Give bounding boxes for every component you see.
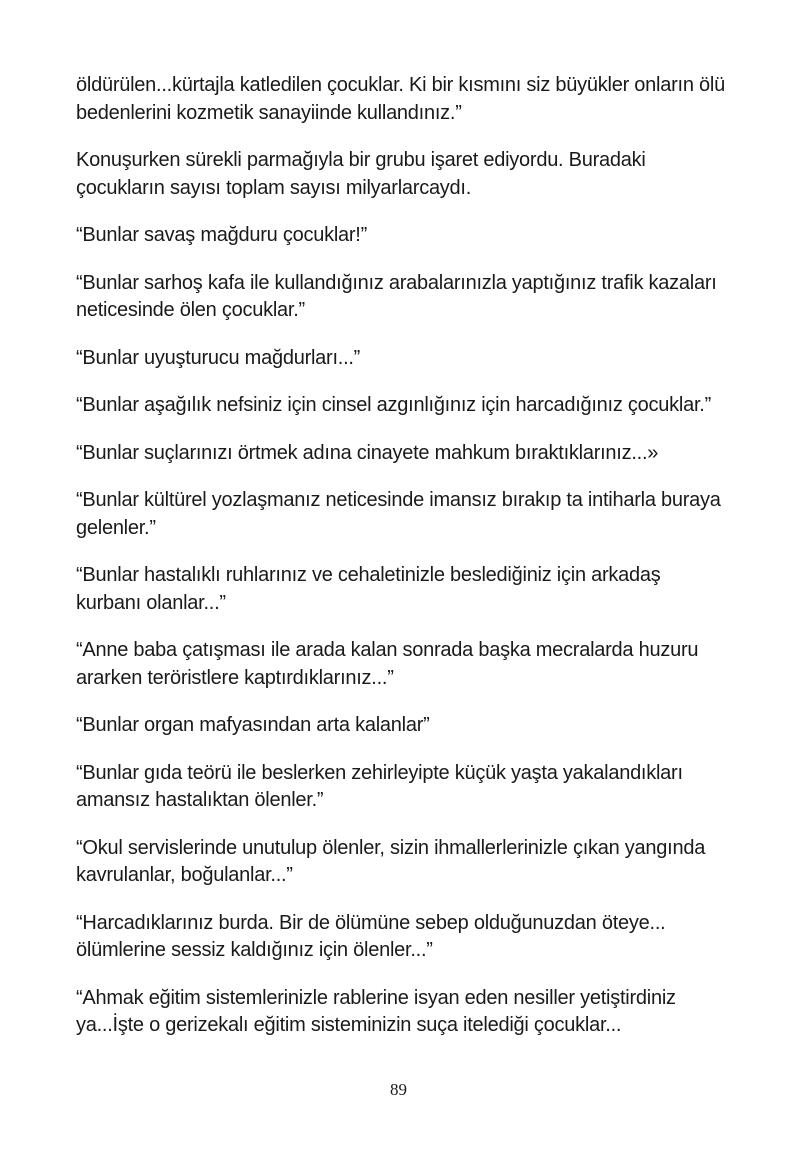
paragraph: “Bunlar uyuşturucu mağdurları...” — [76, 346, 361, 369]
paragraph: “Bunlar sarhoş kafa ile kullandığınız arabalarınızla yaptığınız trafik kazaları neticesinde ölen çocuklar.” — [76, 271, 717, 321]
page-body — [76, 72, 726, 1060]
paragraph: “Anne baba çatışması ile arada kalan sonrada başka mecralarda huzuru ararken teröristlere kaptırdıklarınız...” — [76, 639, 699, 689]
paragraph: “Bunlar savaş mağduru çocuklar!” — [76, 224, 368, 246]
paragraph: “Ahmak eğitim sistemlerinizle rablerine isyan eden nesiller yetiştirdiniz ya...İşte o gerizekalı eğitim sisteminizin suça itelediği çocuklar... — [76, 986, 676, 1036]
paragraph: öldürülen...kürtajla katledilen çocuklar. Ki bir kısmını siz büyükler onların ölü bedenlerini kozmetik sanayiinde kullandınız.” — [76, 74, 725, 124]
paragraph: “Harcadıklarınız burda. Bir de ölümüne sebep olduğunuzdan öteye... ölümlerine sessiz kaldığınız için ölenler...” — [76, 911, 666, 961]
paragraph: Konuşurken sürekli parmağıyla bir grubu işaret ediyordu. Buradaki çocukların sayısı toplam sayısı milyarlarcaydı. — [76, 149, 646, 199]
paragraph: “Bunlar suçlarınızı örtmek adına cinayete mahkum bıraktıklarınız...» — [76, 441, 659, 464]
paragraph: “Bunlar organ mafyasından arta kalanlar” — [76, 714, 430, 736]
paragraph: “Okul servislerinde unutulup ölenler, sizin ihmallerlerinizle çıkan yangında kavrulanlar, boğulanlar...” — [76, 836, 706, 886]
paragraph: “Bunlar gıda teörü ile beslerken zehirleyipte küçük yaşta yakalandıkları amansız hastalıktan ölenler.” — [76, 761, 683, 811]
paragraph: “Bunlar kültürel yozlaşmanız neticesinde imansız bırakıp ta intiharla buraya gelenler.” — [76, 489, 721, 539]
page-number: 89 — [390, 1080, 407, 1099]
paragraph: “Bunlar hastalıklı ruhlarınız ve cehaletinizle beslediğiniz için arkadaş kurbanı olanlar...” — [76, 564, 661, 614]
paragraph: “Bunlar aşağılık nefsiniz için cinsel azgınlığınız için harcadığınız çocuklar.” — [76, 394, 712, 416]
